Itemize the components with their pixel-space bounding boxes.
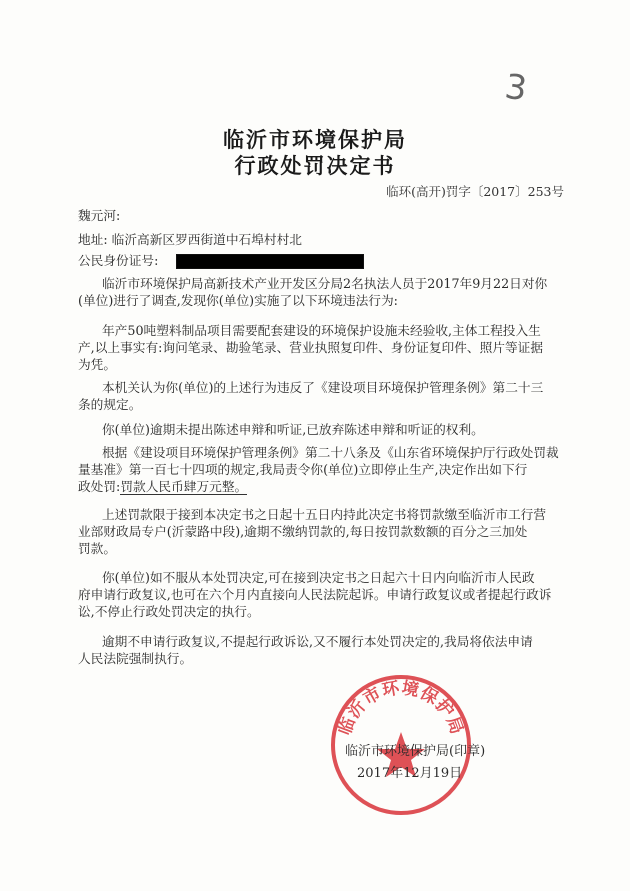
para4-line1: 你(单位)逾期未提出陈述申辩和听证,已放弃陈述申辩和听证的权利。: [102, 422, 484, 437]
recipient-name: 魏元河:: [78, 208, 121, 223]
seal-text: 临沂市环境保护局: [335, 678, 467, 738]
para5-line1: 根据《建设项目环境保护管理条例》第二十八条及《山东省环境保护厅行政处罚裁: [102, 445, 559, 460]
redaction-box: [176, 254, 364, 269]
document-number: 临环(高开)罚字〔2017〕253号: [386, 184, 564, 199]
recipient-id-label: 公民身份证号:: [78, 253, 159, 268]
para6-line3: 罚款。: [78, 541, 117, 556]
para7-line1: 你(单位)如不服从本处罚决定,可在接到决定书之日起六十日内向临沂市人民政: [102, 570, 535, 585]
para7-line3: 讼,不停止行政处罚决定的执行。: [78, 604, 260, 619]
issue-date: 2017年12月19日: [357, 766, 463, 781]
para2-line2: 产,以上事实有:询问笔录、勘验笔录、营业执照复印件、身份证复印件、照片等证据: [78, 340, 544, 355]
para1-line1: 临沂市环境保护局高新技术产业开发区分局2名执法人员于2017年9月22日对你: [102, 276, 548, 291]
para1-line2: (单位)进行了调查,发现你(单位)实施了以下环境违法行为:: [78, 293, 398, 308]
para5-line3: [78, 479, 247, 495]
document-title-line1: 临沂市环境保护局: [223, 127, 407, 152]
para8-line2: 人民法院强制执行。: [78, 651, 193, 666]
para8-line1: 逾期不申请行政复议,不提起行政诉讼,又不履行本处罚决定的,我局将依法申请: [102, 634, 533, 649]
para2-line3: 为凭。: [78, 357, 117, 372]
penalty-prefix: 政处罚:: [78, 479, 121, 494]
para2-line1: 年产50吨塑料制品项目需要配套建设的环境保护设施未经验收,主体工程投入生: [102, 323, 541, 338]
para6-line2: 业部财政局专户(沂蒙路中段),逾期不缴纳罚款的,每日按罚款数额的百分之三加处: [78, 524, 528, 539]
issuer-name: 临沂市环境保护局(印章): [345, 744, 486, 759]
para5-line2: 量基准》第一百七十四项的规定,我局责令你(单位)立即停止生产,决定作出如下行: [78, 462, 528, 477]
penalty-amount: 罚款人民币肆万元整。: [120, 479, 248, 494]
document-title-line2: 行政处罚决定书: [234, 153, 396, 178]
handwritten-page-number: 3: [502, 66, 530, 110]
recipient-address: 地址: 临沂高新区罗西街道中石埠村村北: [78, 232, 302, 247]
para7-line2: 府申请行政复议,也可在六个月内直接向人民法院起诉。申请行政复议或者提起行政诉: [78, 587, 552, 602]
para3-line1: 本机关认为你(单位)的上述行为违反了《建设项目环境保护管理条例》第二十三: [102, 380, 544, 395]
para6-line1: 上述罚款限于接到本决定书之日起十五日内持此决定书将罚款缴至临沂市工行营: [102, 507, 547, 522]
para3-line2: 条的规定。: [78, 397, 142, 412]
